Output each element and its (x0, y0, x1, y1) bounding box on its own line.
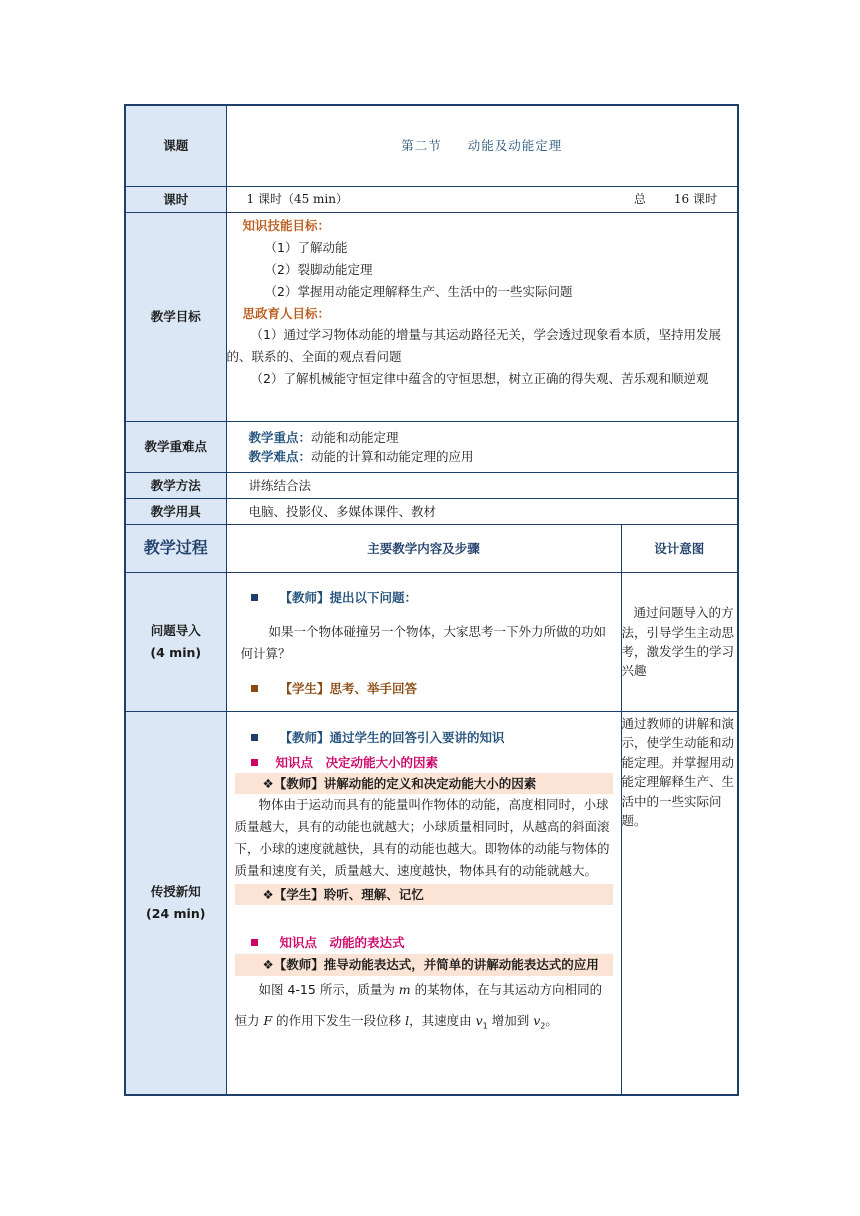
focus-label: 教学重点： (248, 429, 312, 445)
hours-value: 1 课时（45 min） (246, 192, 348, 207)
kp1-text: 物体由于运动而具有的能量叫作物体的动能，高度相同时，小球质量越大，具有的动能也就越大；小球质量相同时，从越高的斜面滚下，小球的速度就越快，具有的动能也越大。即物体的动能与物体的质量和速度有关，质量越大、速度越快，物体具有的动能就越大。 (234, 797, 610, 878)
new-teacher-line: 【教师】通过学生的回答引入要讲的知识 (279, 730, 505, 745)
lesson-plan-table (124, 104, 739, 1096)
hours-cell (226, 187, 738, 213)
intro-label: 问题导入 (150, 622, 201, 638)
ideology-goals-heading: 思政育人目标： (242, 305, 331, 321)
mass-symbol: m (398, 981, 411, 997)
intro-teacher-line: 【教师】提出以下问题： (279, 589, 418, 605)
square-bullet-icon (251, 759, 258, 766)
ideology-goal-item: （2）了解机械能守恒定律中蕴含的守恒思想，树立正确的得失观、苦乐观和顺逆观 (250, 371, 709, 387)
new-label: 传授新知 (150, 883, 201, 899)
difficulty-text: 动能的计算和动能定理的应用 (311, 449, 474, 464)
kp2-teacher: ❖【教师】推导动能表达式，并简单的讲解动能表达式的应用 (235, 954, 613, 975)
tools-text: 电脑、投影仪、多媒体课件、教材 (226, 499, 738, 525)
intro-label-cell (125, 573, 226, 712)
hours-label: 课时 (125, 187, 226, 213)
kp2-paragraph-2: 恒力 F 的作用下发生一段位移 l，其速度由 $v_1$ 增加到 $v_2$。 (234, 1013, 558, 1031)
key-points-cell (226, 422, 738, 473)
kp1-student: ❖【学生】聆听、理解、记忆 (235, 884, 613, 905)
intro-student-line: 【学生】思考、举手回答 (279, 680, 418, 696)
intro-design: 通过问题导入的方法，引导学生主动思考，激发学生的学习兴趣 (621, 573, 738, 712)
displacement-symbol: l (405, 1013, 410, 1029)
new-design: 通过教师的讲解和演示，使学生动能和动能定理。并掌握用动能定理解释生产、生活中的一些实际问题。 (621, 712, 738, 1096)
lesson-title (226, 105, 738, 187)
kp2-heading: 知识点 动能的表达式 (279, 935, 405, 950)
kp1-teacher: ❖【教师】讲解动能的定义和决定动能大小的因素 (235, 773, 613, 794)
process-header: 教学过程 (125, 525, 226, 573)
kp1-heading: 知识点 决定动能大小的因素 (275, 755, 439, 771)
topic-label: 课题 (125, 105, 226, 187)
key-points-label: 教学重难点 (125, 422, 226, 473)
force-symbol: F (263, 1013, 273, 1029)
skill-goals-heading: 知识技能目标： (242, 218, 331, 233)
goals-cell (226, 213, 738, 422)
new-label-cell (125, 712, 226, 1096)
square-bullet-icon (251, 685, 258, 692)
intro-question: 如果一个物体碰撞另一个物体，大家思考一下外力所做的功如何计算？ (240, 624, 607, 661)
design-intent-header: 设计意图 (621, 525, 738, 573)
hours-total (634, 190, 717, 209)
main-content-header: 主要教学内容及步骤 (226, 525, 621, 573)
method-text: 讲练结合法 (226, 473, 738, 499)
square-bullet-icon (251, 594, 258, 601)
focus-text: 动能和动能定理 (311, 429, 399, 445)
velocity-1-symbol: v (475, 1013, 483, 1029)
intro-content (226, 573, 621, 712)
kp2-paragraph-1: 如图 4-15 所示，质量为 m 的某物体，在与其运动方向相同的 (258, 981, 603, 997)
hours-total-value: 16 课时 (673, 192, 717, 207)
title-name: 动能及动能定理 (467, 138, 563, 154)
difficulty-label: 教学难点： (248, 449, 312, 464)
ideology-goal-item: （1）通过学习物体动能的增量与其运动路径无关，学会透过现象看本质，坚持用发展的、联系的、全面的观点看问题 (226, 327, 721, 365)
title-section: 第二节 (401, 138, 442, 154)
skill-goal-item: （1）了解动能 (264, 239, 348, 255)
skill-goal-item: （2）裂脚动能定理 (264, 261, 373, 277)
new-content (226, 712, 621, 1096)
skill-goal-item: （2）掌握用动能定理解释生产、生活中的一些实际问题 (264, 283, 573, 299)
velocity-2-symbol: v (533, 1013, 541, 1029)
new-time: (24 min) (146, 906, 206, 921)
square-bullet-icon (251, 734, 258, 741)
intro-time: (4 min) (150, 645, 202, 660)
method-label: 教学方法 (125, 473, 226, 499)
square-bullet-icon (251, 939, 258, 946)
tools-label: 教学用具 (125, 499, 226, 525)
hours-total-label: 总 (633, 192, 646, 207)
goals-label: 教学目标 (125, 213, 226, 422)
